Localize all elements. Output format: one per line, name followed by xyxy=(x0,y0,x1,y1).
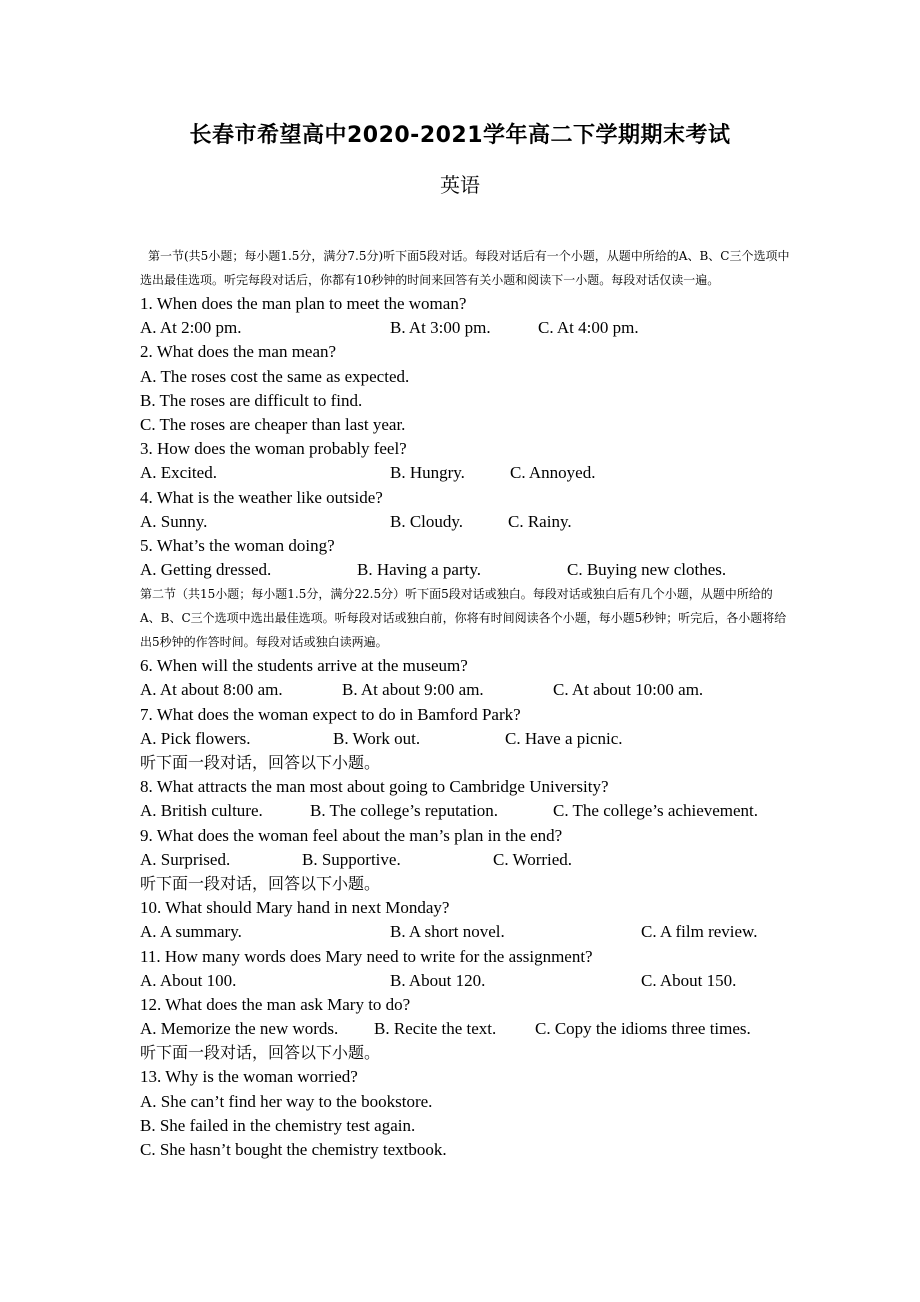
option-a: A. Sunny. xyxy=(140,511,208,531)
option-a: A. About 100. xyxy=(140,970,237,990)
option-b: B. A short novel. xyxy=(390,922,505,942)
question-stem: 10. What should Mary hand in next Monday? xyxy=(140,898,450,918)
option-c: C. Have a picnic. xyxy=(505,728,623,748)
listen-prompt: 听下面一段对话，回答以下小题。 xyxy=(140,753,381,772)
option-b: B. Recite the text. xyxy=(374,1019,497,1039)
option-c: C. About 150. xyxy=(641,970,737,990)
option-b: B. Cloudy. xyxy=(390,511,464,531)
question-stem: 2. What does the man mean? xyxy=(140,342,337,362)
option-b: B. At about 9:00 am. xyxy=(342,680,484,700)
exam-content xyxy=(140,244,790,1162)
exam-subject: 英语 xyxy=(440,173,480,197)
option-c: C. At 4:00 pm. xyxy=(538,318,639,338)
exam-title: 长春市希望高中2020-2021学年高二下学期期末考试 xyxy=(189,123,731,148)
options-row xyxy=(140,558,790,582)
question-stem: 8. What attracts the man most about going to Cambridge University? xyxy=(140,777,609,797)
question-stem: 9. What does the woman feel about the man’s plan in the end? xyxy=(140,825,563,845)
options-row xyxy=(140,799,790,823)
question-stem: 5. What’s the woman doing? xyxy=(140,535,335,555)
option-a: A. Memorize the new words. xyxy=(140,1019,339,1039)
option-c: C. The roses are cheaper than last year. xyxy=(140,414,406,434)
option-c: C. Buying new clothes. xyxy=(567,560,727,580)
question-stem: 12. What does the man ask Mary to do? xyxy=(140,994,411,1014)
option-a: A. Excited. xyxy=(140,463,217,483)
option-a: A. At about 8:00 am. xyxy=(140,680,283,700)
options-row xyxy=(140,969,790,993)
options-row xyxy=(140,727,790,751)
option-c: C. Annoyed. xyxy=(510,463,596,483)
option-a: A. A summary. xyxy=(140,922,242,942)
option-c: C. A film review. xyxy=(641,922,758,942)
question-stem: 11. How many words does Mary need to write for the assignment? xyxy=(140,946,593,966)
option-c: C. At about 10:00 am. xyxy=(553,680,704,700)
option-c: C. The college’s achievement. xyxy=(553,801,759,821)
options-row xyxy=(140,510,790,534)
option-a: A. Getting dressed. xyxy=(140,560,272,580)
options-row xyxy=(140,316,790,340)
option-b: B. The roses are difficult to find. xyxy=(140,390,363,410)
options-row xyxy=(140,920,790,944)
option-a: A. Pick flowers. xyxy=(140,728,251,748)
options-row xyxy=(140,848,790,872)
option-b: B. Hungry. xyxy=(390,463,465,483)
question-stem: 13. Why is the woman worried? xyxy=(140,1067,358,1087)
option-a: A. Surprised. xyxy=(140,849,231,869)
option-b: B. The college’s reputation. xyxy=(310,801,499,821)
option-b: B. At 3:00 pm. xyxy=(390,318,491,338)
question-stem: 3. How does the woman probably feel? xyxy=(140,439,407,459)
question-stem: 4. What is the weather like outside? xyxy=(140,487,383,507)
options-row xyxy=(140,678,790,702)
option-b: B. About 120. xyxy=(390,970,486,990)
section2-instructions: 第二节（共15小题；每小题1.5分，满分22.5分）听下面5段对话或独白。每段对话或独白后有几个小题，从题中所给的A、B、C三个选项中选出最佳选项。听每段对话或独白前，你将有时间阅读各个小题，每小题5秒钟；听完后，各小题将给出5秒钟的作答时间。每段对话或独白读两遍。 xyxy=(140,587,787,650)
options-row xyxy=(140,461,790,485)
option-a: A. She can’t find her way to the bookstore. xyxy=(140,1091,433,1111)
listen-prompt: 听下面一段对话，回答以下小题。 xyxy=(140,1043,381,1063)
option-c: C. She hasn’t bought the chemistry textbook. xyxy=(140,1140,447,1159)
option-a: A. The roses cost the same as expected. xyxy=(140,366,410,386)
option-b: B. She failed in the chemistry test again. xyxy=(140,1115,416,1135)
option-c: C. Worried. xyxy=(493,849,573,869)
option-b: B. Having a party. xyxy=(357,560,482,580)
option-a: A. British culture. xyxy=(140,801,263,821)
option-c: C. Rainy. xyxy=(508,511,572,531)
question-stem: 1. When does the man plan to meet the woman? xyxy=(140,294,467,313)
question-stem: 6. When will the students arrive at the museum? xyxy=(140,656,468,676)
option-a: A. At 2:00 pm. xyxy=(140,318,242,338)
options-row xyxy=(140,1017,790,1041)
option-b: B. Supportive. xyxy=(302,849,401,869)
section1-instructions: 第一节(共5小题；每小题1.5分，满分7.5分)听下面5段对话。每段对话后有一个小题，从题中所给的A、B、C三个选项中选出最佳选项。听完每段对话后，你都有10秒钟的时间来回答有关小题和阅读下一小题。每段对话仅读一遍。 xyxy=(140,249,790,287)
question-stem: 7. What does the woman expect to do in Bamford Park? xyxy=(140,704,521,724)
option-c: C. Copy the idioms three times. xyxy=(535,1019,751,1039)
option-b: B. Work out. xyxy=(333,728,421,748)
listen-prompt: 听下面一段对话，回答以下小题。 xyxy=(140,873,381,893)
